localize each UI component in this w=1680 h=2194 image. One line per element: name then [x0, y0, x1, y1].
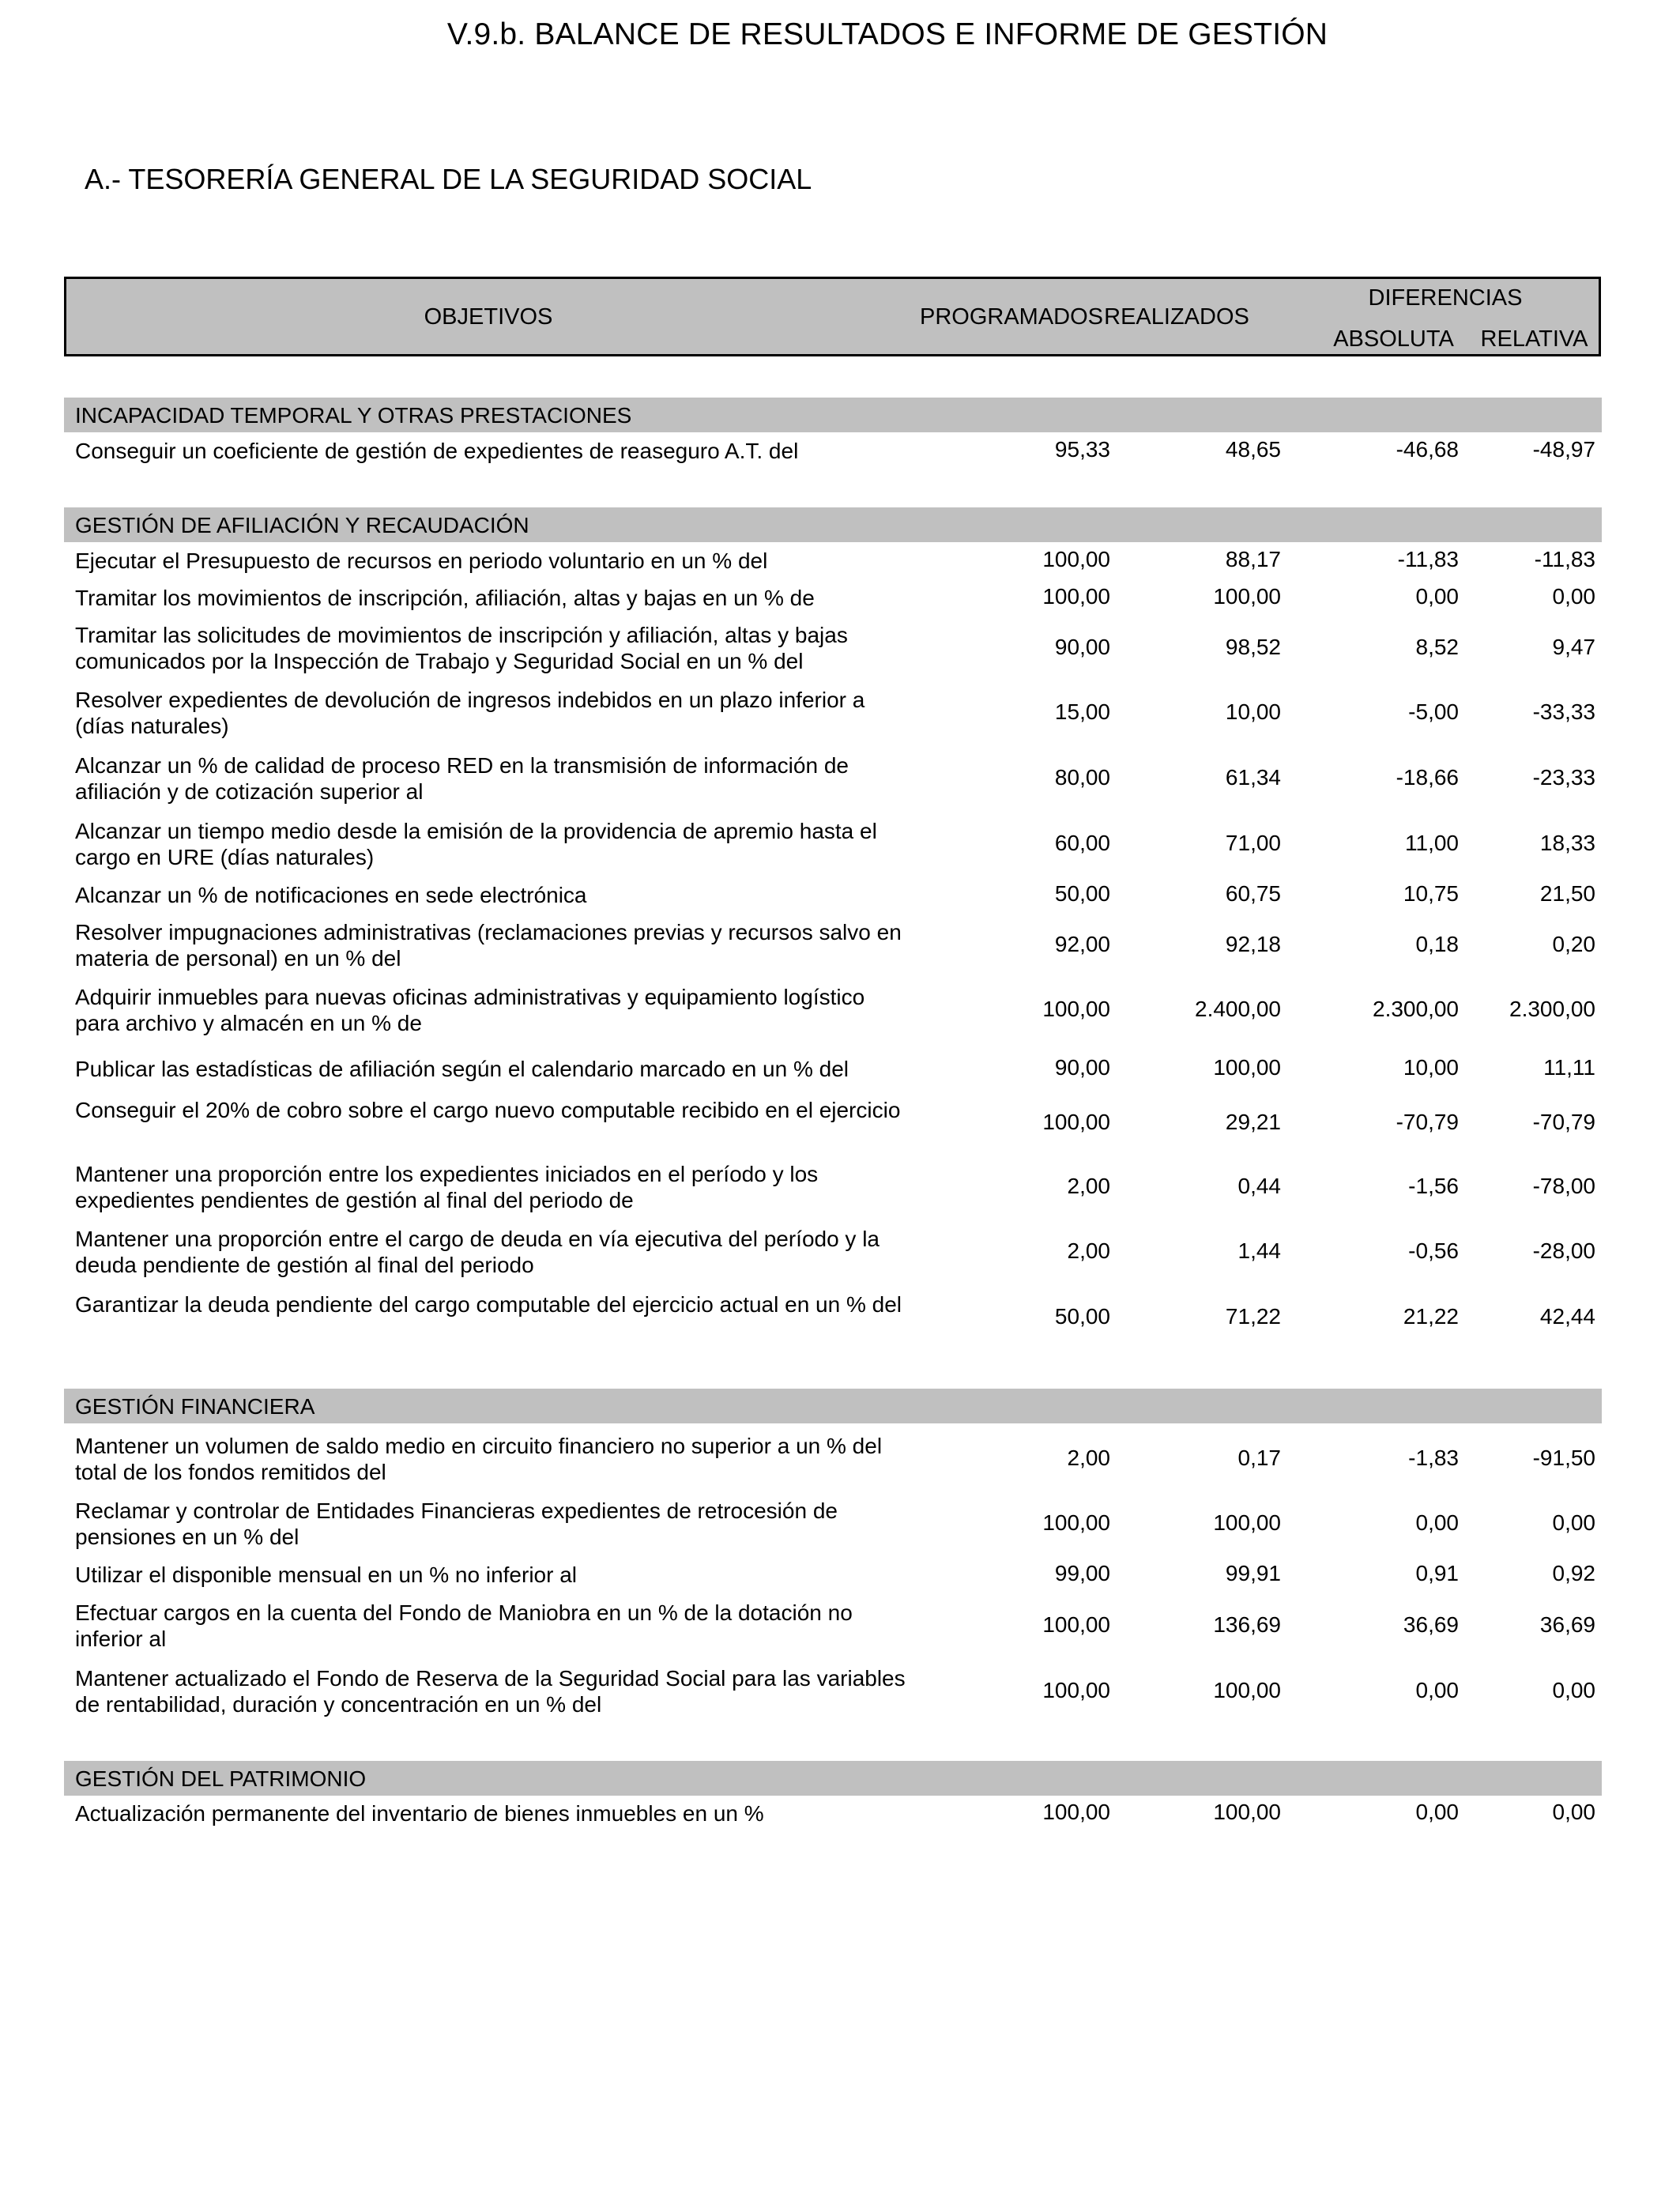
realizados-value: 100,00: [1213, 1678, 1281, 1702]
realizados-value: 10,00: [1225, 699, 1281, 724]
programados-value: 92,00: [1054, 932, 1110, 956]
table-row: [0, 882, 1680, 908]
table-row: [0, 1291, 1680, 1344]
programados-value: 100,00: [1042, 584, 1110, 609]
table-row: [0, 1800, 1680, 1826]
objetivo-text: Mantener una proporción entre los expedientes iniciados en el período y los expedientes pendientes de gestión al final del periodo de: [75, 1162, 819, 1212]
realizados-value: 136,69: [1213, 1612, 1281, 1637]
objetivo-text: Tramitar las solicitudes de movimientos de inscripción y afiliación, altas y bajas comunicados por la Inspección de Trabajo y Seguridad Social en un % del: [75, 623, 848, 673]
objetivo-text: Garantizar la deuda pendiente del cargo computable del ejercicio actual en un % del: [75, 1292, 902, 1317]
programados-value: 90,00: [1054, 635, 1110, 659]
realizados-value: 0,44: [1237, 1174, 1281, 1198]
absoluta-value: 0,00: [1415, 1510, 1459, 1535]
header-relativa: RELATIVA: [1480, 326, 1588, 352]
objetivo-text: Alcanzar un tiempo medio desde la emisión de la providencia de apremio hasta el cargo en URE (días naturales): [75, 819, 877, 869]
absoluta-value: -46,68: [1396, 437, 1459, 462]
objetivo-text: Mantener un volumen de saldo medio en circuito financiero no superior a un % del total de los fondos remitidos del: [75, 1434, 883, 1484]
programados-value: 99,00: [1054, 1561, 1110, 1585]
programados-value: 2,00: [1067, 1446, 1110, 1470]
relativa-value: -28,00: [1532, 1238, 1595, 1263]
absoluta-value: 0,00: [1415, 1678, 1459, 1702]
realizados-value: 100,00: [1213, 1510, 1281, 1535]
objetivo-text: Ejecutar el Presupuesto de recursos en periodo voluntario en un % del: [75, 548, 768, 573]
absoluta-value: 0,18: [1415, 932, 1459, 956]
realizados-value: 98,52: [1225, 635, 1281, 659]
programados-value: 100,00: [1042, 1612, 1110, 1637]
header-absoluta: ABSOLUTA: [1333, 326, 1454, 352]
absoluta-value: 2.300,00: [1373, 997, 1459, 1021]
relativa-value: 21,50: [1539, 881, 1595, 906]
relativa-value: -70,79: [1532, 1110, 1595, 1134]
relativa-value: 2.300,00: [1509, 997, 1595, 1021]
programados-value: 100,00: [1042, 1110, 1110, 1134]
table-row: [0, 1665, 1680, 1717]
realizados-value: 0,17: [1237, 1446, 1281, 1470]
absoluta-value: 8,52: [1415, 635, 1459, 659]
realizados-value: 60,75: [1225, 881, 1281, 906]
header-programados: PROGRAMADOS: [920, 304, 1104, 330]
group-header: INCAPACIDAD TEMPORAL Y OTRAS PRESTACIONES: [64, 398, 1602, 432]
objetivo-text: Mantener actualizado el Fondo de Reserva de la Seguridad Social para las variables de rentabilidad, duración y concentración en un % del: [75, 1666, 906, 1717]
relativa-value: -33,33: [1532, 699, 1595, 724]
group-header: GESTIÓN FINANCIERA: [64, 1389, 1602, 1423]
table-row: [0, 752, 1680, 805]
relativa-value: 18,33: [1539, 831, 1595, 855]
objetivo-text: Conseguir el 20% de cobro sobre el cargo nuevo computable recibido en el ejercicio: [75, 1098, 901, 1122]
table-row: [0, 687, 1680, 739]
realizados-value: 100,00: [1213, 1055, 1281, 1080]
absoluta-value: -5,00: [1408, 699, 1459, 724]
absoluta-value: 0,00: [1415, 1800, 1459, 1824]
objetivo-text: Reclamar y controlar de Entidades Financieras expedientes de retrocesión de pensiones en un % del: [75, 1498, 838, 1549]
objetivo-text: Publicar las estadísticas de afiliación según el calendario marcado en un % del: [75, 1056, 849, 1081]
relativa-value: -11,83: [1534, 547, 1595, 571]
table-row: [0, 438, 1680, 464]
table-row: [0, 818, 1680, 870]
table-row: [0, 585, 1680, 611]
relativa-value: 0,20: [1552, 932, 1595, 956]
objetivo-text: Actualización permanente del inventario de bienes inmuebles en un %: [75, 1800, 764, 1826]
programados-value: 2,00: [1067, 1238, 1110, 1263]
realizados-value: 92,18: [1225, 932, 1281, 956]
table-row: [0, 1226, 1680, 1278]
realizados-value: 99,91: [1225, 1561, 1281, 1585]
realizados-value: 100,00: [1213, 1800, 1281, 1824]
header-realizados: REALIZADOS: [1104, 304, 1249, 330]
realizados-value: 71,00: [1225, 831, 1281, 855]
absoluta-value: -18,66: [1396, 765, 1459, 790]
programados-value: 50,00: [1054, 1304, 1110, 1329]
absoluta-value: 0,00: [1415, 584, 1459, 609]
objetivo-text: Conseguir un coeficiente de gestión de expedientes de reaseguro A.T. del: [75, 438, 799, 463]
programados-value: 100,00: [1042, 997, 1110, 1021]
relativa-value: 11,11: [1543, 1055, 1595, 1080]
group-header: GESTIÓN DE AFILIACIÓN Y RECAUDACIÓN: [64, 507, 1602, 542]
absoluta-value: 11,00: [1405, 831, 1459, 855]
programados-value: 100,00: [1042, 547, 1110, 571]
realizados-value: 100,00: [1213, 584, 1281, 609]
absoluta-value: 10,00: [1403, 1055, 1459, 1080]
realizados-value: 29,21: [1225, 1110, 1281, 1134]
programados-value: 50,00: [1054, 881, 1110, 906]
page-title: V.9.b. BALANCE DE RESULTADOS E INFORME DE GESTIÓN: [446, 17, 1328, 51]
relativa-value: -91,50: [1532, 1446, 1595, 1470]
absoluta-value: 21,22: [1403, 1304, 1459, 1329]
relativa-value: 0,00: [1552, 1800, 1595, 1824]
realizados-value: 2.400,00: [1195, 997, 1281, 1021]
relativa-value: -23,33: [1532, 765, 1595, 790]
table-row: [0, 919, 1680, 971]
objetivo-text: Adquirir inmuebles para nuevas oficinas administrativas y equipamiento logístico para archivo y almacén en un % de: [75, 985, 865, 1035]
relativa-value: 42,44: [1539, 1304, 1595, 1329]
relativa-value: 36,69: [1539, 1612, 1595, 1637]
programados-value: 90,00: [1054, 1055, 1110, 1080]
objetivo-text: Efectuar cargos en la cuenta del Fondo de Maniobra en un % de la dotación no inferior al: [75, 1600, 853, 1651]
relativa-value: 0,00: [1552, 584, 1595, 609]
section-title: A.- TESORERÍA GENERAL DE LA SEGURIDAD SOCIAL: [85, 163, 812, 195]
table-row: [0, 622, 1680, 674]
absoluta-value: 36,69: [1403, 1612, 1459, 1637]
programados-value: 60,00: [1054, 831, 1110, 855]
programados-value: 15,00: [1054, 699, 1110, 724]
absoluta-value: -0,56: [1408, 1238, 1459, 1263]
relativa-value: 0,00: [1552, 1510, 1595, 1535]
realizados-value: 61,34: [1225, 765, 1281, 790]
realizados-value: 1,44: [1237, 1238, 1281, 1263]
programados-value: 100,00: [1042, 1800, 1110, 1824]
objetivo-text: Resolver impugnaciones administrativas (reclamaciones previas y recursos salvo en materia de personal) en un % del: [75, 920, 902, 971]
table-row: [0, 1161, 1680, 1213]
programados-value: 2,00: [1067, 1174, 1110, 1198]
table-row: [0, 984, 1680, 1036]
header-objetivos: OBJETIVOS: [424, 304, 553, 330]
programados-value: 95,33: [1054, 437, 1110, 462]
absoluta-value: -1,83: [1408, 1446, 1459, 1470]
programados-value: 100,00: [1042, 1678, 1110, 1702]
objetivo-text: Tramitar los movimientos de inscripción, afiliación, altas y bajas en un % de: [75, 585, 815, 610]
objetivo-text: Resolver expedientes de devolución de ingresos indebidos en un plazo inferior a (días naturales): [75, 688, 865, 738]
programados-value: 100,00: [1042, 1510, 1110, 1535]
realizados-value: 71,22: [1225, 1304, 1281, 1329]
absoluta-value: 0,91: [1415, 1561, 1459, 1585]
objetivo-text: Alcanzar un % de calidad de proceso RED en la transmisión de información de afiliación y de cotización superior al: [75, 753, 849, 804]
absoluta-value: 10,75: [1403, 881, 1459, 906]
table-row: [0, 1097, 1680, 1149]
table-row: [0, 1498, 1680, 1550]
header-diferencias: DIFERENCIAS: [1368, 285, 1523, 311]
relativa-value: 9,47: [1552, 635, 1595, 659]
relativa-value: -78,00: [1532, 1174, 1595, 1198]
table-row: [0, 1056, 1680, 1082]
objetivo-text: Mantener una proporción entre el cargo de deuda en vía ejecutiva del período y la deuda pendiente de gestión al final del periodo: [75, 1227, 880, 1277]
table-row: [0, 1562, 1680, 1588]
relativa-value: 0,00: [1552, 1678, 1595, 1702]
table-row: [0, 1600, 1680, 1652]
group-header: GESTIÓN DEL PATRIMONIO: [64, 1761, 1602, 1796]
objetivo-text: Alcanzar un % de notificaciones en sede electrónica: [75, 882, 587, 907]
absoluta-value: -11,83: [1397, 547, 1459, 571]
objetivo-text: Utilizar el disponible mensual en un % no inferior al: [75, 1562, 578, 1587]
relativa-value: 0,92: [1552, 1561, 1595, 1585]
table-row: [0, 548, 1680, 574]
table-row: [0, 1433, 1680, 1485]
relativa-value: -48,97: [1532, 437, 1595, 462]
absoluta-value: -1,56: [1408, 1174, 1459, 1198]
absoluta-value: -70,79: [1396, 1110, 1459, 1134]
realizados-value: 88,17: [1225, 547, 1281, 571]
programados-value: 80,00: [1054, 765, 1110, 790]
realizados-value: 48,65: [1225, 437, 1281, 462]
